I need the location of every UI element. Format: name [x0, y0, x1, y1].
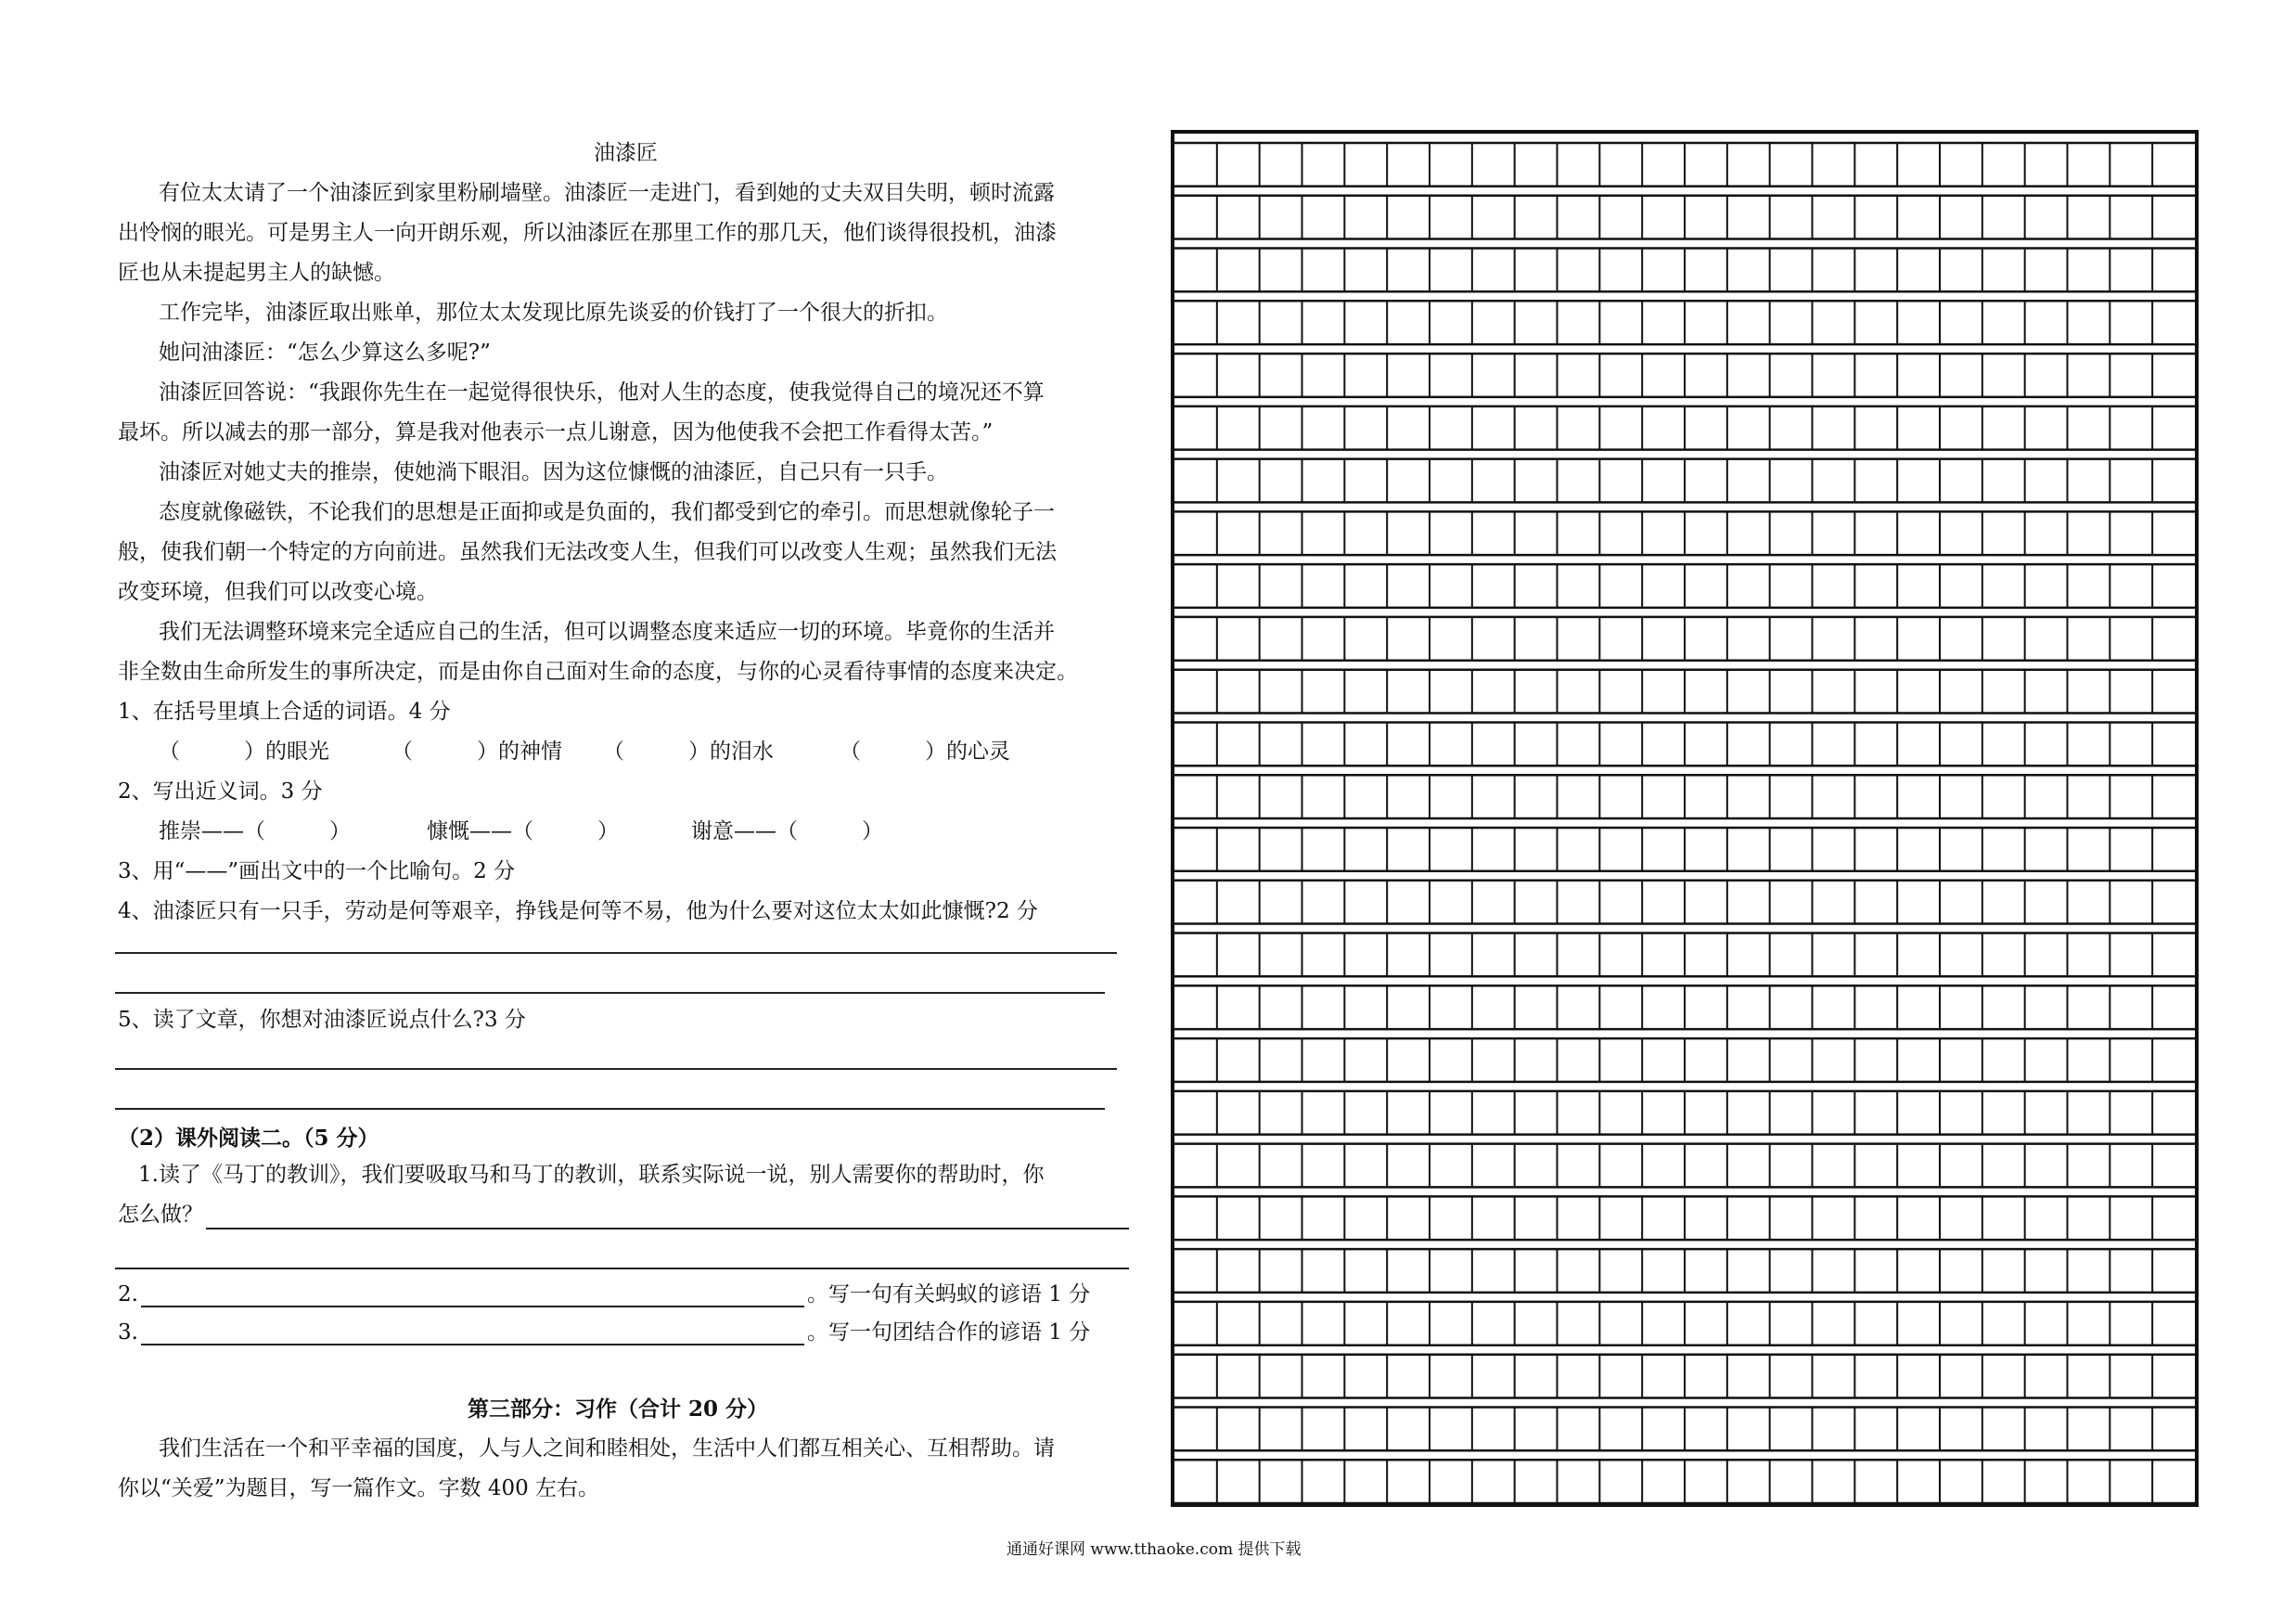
answer-line[interactable] [206, 1228, 1129, 1229]
writing-prompt: 我们生活在一个和平幸福的国度，人与人之间和睦相处，生活中人们都互相关心、互相帮助。请 [159, 1436, 1055, 1461]
question-2-blank[interactable]: 慷慨——（ ） [427, 819, 619, 843]
composition-grid-lines [1174, 134, 2195, 1503]
composition-grid[interactable] [1171, 130, 2199, 1507]
section-heading: 第三部分：习作（合计 20 分） [468, 1397, 769, 1422]
question-1-blank[interactable]: （ ）的眼光 [159, 740, 329, 764]
answer-line[interactable] [115, 1268, 1129, 1269]
passage-title: 油漆匠 [594, 141, 658, 165]
question-1-blank[interactable]: （ ）的神情 [391, 740, 562, 764]
answer-line[interactable] [115, 992, 1105, 994]
reading-two-question-2: 。写一句有关蚂蚁的谚语 1 分 [807, 1282, 1091, 1307]
reading-two-question-1-cont: 怎么做？ [118, 1203, 203, 1227]
reading-two-question-2-number: 2. [118, 1282, 138, 1307]
question-1-blank[interactable]: （ ）的心灵 [840, 740, 1010, 764]
answer-line[interactable] [141, 1344, 804, 1345]
question-3: 3、用“——”画出文中的一个比喻句。2 分 [118, 859, 516, 883]
question-1: 1、在括号里填上合适的词语。4 分 [118, 700, 451, 724]
answer-line[interactable] [141, 1306, 804, 1307]
passage-paragraph: 工作完毕，油漆匠取出账单，那位太太发现比原先谈妥的价钱打了一个很大的折扣。 [159, 301, 948, 325]
question-2: 2、写出近义词。3 分 [118, 779, 323, 804]
question-2-blank[interactable]: 谢意——（ ） [691, 819, 883, 843]
passage-paragraph: 般，使我们朝一个特定的方向前进。虽然我们无法改变人生，但我们可以改变人生观；虽然我们无法 [118, 540, 1057, 564]
passage-paragraph: 她问油漆匠：“怎么少算这么多呢?” [159, 341, 491, 365]
passage-paragraph: 我们无法调整环境来完全适应自己的生活，但可以调整态度来适应一切的环境。毕竟你的生活并 [159, 620, 1055, 644]
answer-line[interactable] [115, 1068, 1117, 1070]
passage-paragraph: 态度就像磁铁，不论我们的思想是正面抑或是负面的，我们都受到它的牵引。而思想就像轮子一 [159, 500, 1055, 524]
passage-paragraph: 有位太太请了一个油漆匠到家里粉刷墙壁。油漆匠一走进门，看到她的丈夫双目失明，顿时流露 [159, 181, 1055, 205]
footer: 通通好课网 www.tthaoke.com 提供下载 [1007, 1540, 1302, 1559]
passage-paragraph: 匠也从未提起男主人的缺憾。 [118, 261, 395, 285]
reading-two-question-3-number: 3. [118, 1320, 138, 1345]
question-5: 5、读了文章，你想对油漆匠说点什么?3 分 [118, 1008, 526, 1032]
passage-paragraph: 非全数由生命所发生的事所决定，而是由你自己面对生命的态度，与你的心灵看待事情的态度来决定。 [118, 660, 1078, 684]
section-heading: （2）课外阅读二。（5 分） [118, 1126, 379, 1151]
passage-paragraph: 油漆匠对她丈夫的推崇，使她淌下眼泪。因为这位慷慨的油漆匠，自己只有一只手。 [159, 460, 948, 484]
writing-prompt: 你以“关爱”为题目，写一篇作文。字数 400 左右。 [118, 1476, 600, 1500]
passage-paragraph: 改变环境，但我们可以改变心境。 [118, 580, 438, 604]
question-2-blank[interactable]: 推崇——（ ） [159, 819, 351, 843]
reading-two-question-3: 。写一句团结合作的谚语 1 分 [807, 1320, 1091, 1345]
question-4: 4、油漆匠只有一只手，劳动是何等艰辛，挣钱是何等不易，他为什么要对这位太太如此慷慨?2 分 [118, 899, 1038, 923]
passage-paragraph: 油漆匠回答说：“我跟你先生在一起觉得很快乐，他对人生的态度，使我觉得自己的境况还不算 [159, 380, 1045, 405]
question-1-blank[interactable]: （ ）的泪水 [603, 740, 774, 764]
passage-paragraph: 出怜悯的眼光。可是男主人一向开朗乐观，所以油漆匠在那里工作的那几天，他们谈得很投机，油漆 [118, 221, 1057, 245]
answer-line[interactable] [115, 952, 1117, 954]
reading-two-question-1: 1.读了《马丁的教训》，我们要吸取马和马丁的教训，联系实际说一说，别人需要你的帮助时，你 [138, 1163, 1045, 1187]
answer-line[interactable] [115, 1108, 1105, 1110]
passage-paragraph: 最坏。所以减去的那一部分，算是我对他表示一点儿谢意，因为他使我不会把工作看得太苦。” [118, 420, 994, 444]
